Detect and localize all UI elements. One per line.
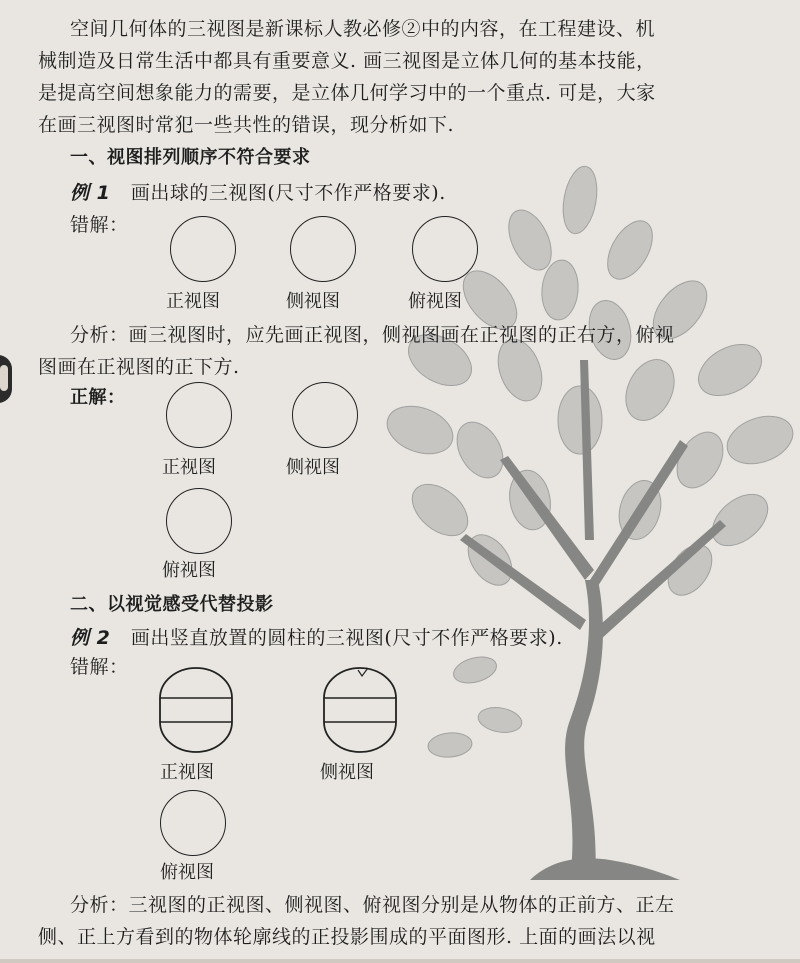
section-1-heading: 一、视图排列顺序不符合要求 [70, 147, 311, 168]
wrong2-side-view-label: 侧视图 [320, 762, 374, 783]
wrong1-side-view-circle [290, 216, 356, 282]
page-edge-tab [0, 355, 12, 403]
correct1-side-view-label: 侧视图 [286, 457, 340, 478]
example-1 [70, 178, 446, 205]
analysis-1-line-1: 分析：画三视图时，应先画正视图，侧视图画在正视图的正右方，俯视 [70, 324, 675, 346]
wrong2-front-view-capsule [158, 662, 234, 758]
analysis-2-line-2: 侧、正上方看到的物体轮廓线的正投影围成的平面图形. 上面的画法以视 [38, 926, 656, 948]
example-2 [70, 623, 563, 650]
wrong2-top-view-label: 俯视图 [160, 862, 214, 883]
intro-line-1: 空间几何体的三视图是新课标人教必修②中的内容，在工程建设、机 [70, 18, 656, 40]
analysis-2-line-1: 分析：三视图的正视图、侧视图、俯视图分别是从物体的正前方、正左 [70, 894, 675, 916]
wrong1-top-view-circle [412, 216, 478, 282]
wrong2-side-view-capsule [322, 662, 398, 758]
wrong1-side-view-label: 侧视图 [286, 291, 340, 312]
example-2-text: 画出竖直放置的圆柱的三视图(尺寸不作严格要求). [130, 627, 563, 649]
example-1-label: 例 1 [70, 182, 111, 204]
correct1-front-view-label: 正视图 [162, 457, 216, 478]
bottom-rule [0, 959, 800, 963]
wrong1-front-view-label: 正视图 [166, 291, 220, 312]
wrong2-front-view-label: 正视图 [160, 762, 214, 783]
wrong2-top-view-circle [160, 790, 226, 856]
analysis-1-line-2: 图画在正视图的正下方. [38, 356, 240, 378]
wrong1-front-view-circle [170, 216, 236, 282]
correct1-top-view-circle [166, 488, 232, 554]
wrong-solution-1-label: 错解： [70, 214, 129, 236]
intro-line-4: 在画三视图时常犯一些共性的错误，现分析如下. [38, 114, 455, 136]
wrong1-top-view-label: 俯视图 [408, 291, 462, 312]
example-2-label: 例 2 [70, 627, 111, 649]
intro-line-2: 械制造及日常生活中都具有重要意义. 画三视图是立体几何的基本技能， [38, 50, 656, 72]
wrong-solution-2-label: 错解： [70, 656, 129, 678]
correct1-top-view-label: 俯视图 [162, 560, 216, 581]
example-1-text: 画出球的三视图(尺寸不作严格要求). [130, 182, 446, 204]
section-2-heading: 二、以视觉感受代替投影 [70, 594, 274, 615]
correct1-side-view-circle [292, 382, 358, 448]
correct1-front-view-circle [166, 382, 232, 448]
intro-line-3: 是提高空间想象能力的需要，是立体几何学习中的一个重点. 可是，大家 [38, 82, 656, 104]
correct-solution-1-label: 正解： [70, 387, 126, 408]
